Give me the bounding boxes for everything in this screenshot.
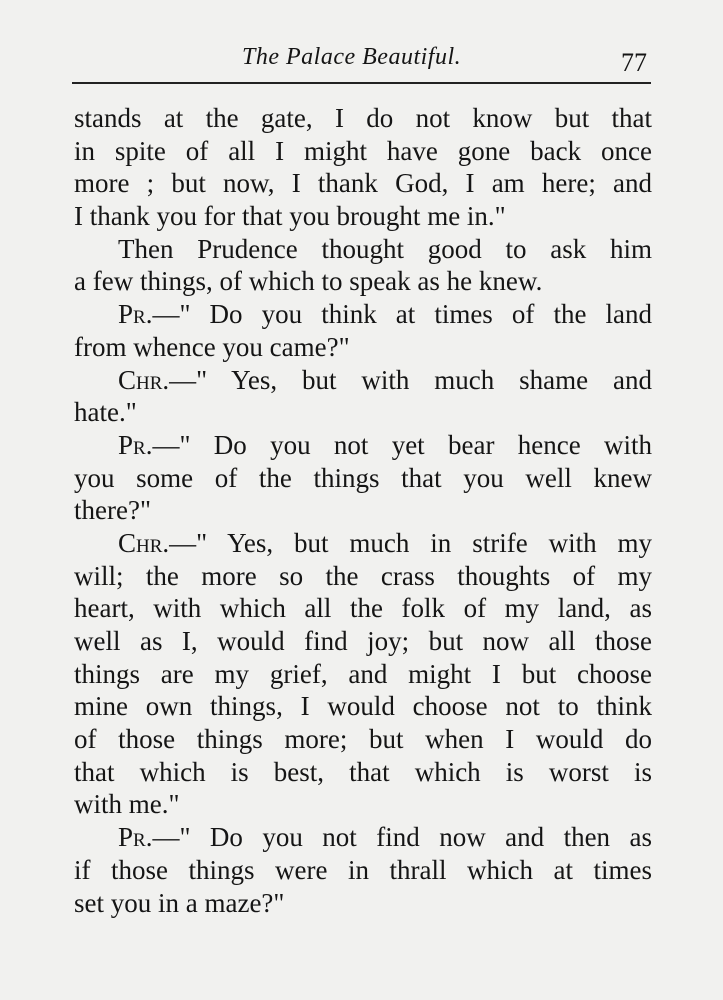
line-text: a few things, of which to speak as he knew. — [74, 266, 543, 297]
text-line — [74, 396, 652, 429]
text-line — [74, 756, 652, 789]
text-line — [74, 331, 652, 364]
line-text: —" Yes, but much in strife with my — [169, 527, 652, 558]
text-line — [74, 102, 652, 135]
text-line — [74, 854, 652, 887]
text-line — [74, 560, 652, 593]
speaker-label: Chr. — [118, 527, 170, 558]
line-text: stands at the gate, I do not know but that — [74, 103, 652, 133]
running-head — [74, 40, 651, 80]
text-line — [74, 723, 652, 756]
text-line — [74, 592, 652, 625]
line-text: in spite of all I might have gone back once — [74, 135, 652, 166]
dialogue-line — [74, 821, 652, 854]
line-text: heart, with which all the folk of my land, as — [74, 593, 652, 624]
speaker-label: Pr. — [118, 299, 153, 330]
line-text: that which is best, that which is worst is — [74, 756, 652, 787]
line-text: with me." — [74, 789, 180, 820]
line-text: —" Do you think at times of the land — [152, 299, 652, 330]
line-text: set you in a maze?" — [74, 887, 285, 918]
line-text: will; the more so the crass thoughts of my — [74, 560, 652, 591]
line-text: —" Yes, but with much shame and — [169, 364, 652, 395]
speaker-label: Chr. — [118, 364, 170, 395]
line-text: there?" — [74, 495, 151, 526]
header-rule — [72, 82, 651, 84]
dialogue-line — [74, 429, 652, 462]
line-text: more ; but now, I thank God, I am here; and — [74, 168, 652, 199]
text-line — [74, 135, 652, 168]
speaker-label: Pr. — [118, 429, 153, 460]
dialogue-line — [74, 527, 652, 560]
line-text: you some of the things that you well knew — [74, 462, 652, 493]
speaker-label: Pr. — [118, 822, 153, 853]
line-text: mine own things, I would choose not to think — [74, 691, 652, 722]
body-text — [74, 102, 652, 919]
line-text: I thank you for that you brought me in." — [74, 201, 506, 232]
text-line — [74, 887, 652, 920]
line-text: of those things more; but when I would do — [74, 724, 652, 755]
line-text: things are my grief, and might I but choose — [74, 658, 652, 689]
line-text: from whence you came?" — [74, 331, 350, 362]
text-line — [74, 167, 652, 200]
text-line — [74, 690, 652, 723]
text-line — [74, 625, 652, 658]
text-line — [74, 494, 652, 527]
text-line — [74, 462, 652, 495]
line-text: —" Do you not find now and then as — [152, 822, 652, 853]
page-number: 77 — [621, 48, 647, 77]
line-text: well as I, would find joy; but now all those — [74, 626, 652, 656]
text-line — [74, 658, 652, 691]
line-text: if those things were in thrall which at times — [74, 854, 652, 885]
text-line — [74, 200, 652, 233]
text-line — [74, 265, 652, 298]
dialogue-line — [74, 364, 652, 397]
line-text: —" Do you not yet bear hence with — [152, 429, 652, 460]
running-title: The Palace Beautiful. — [242, 44, 462, 70]
line-text: hate." — [74, 397, 137, 428]
dialogue-line — [74, 298, 652, 331]
text-line — [74, 233, 652, 266]
text-line — [74, 788, 652, 821]
line-text: Then Prudence thought good to ask him — [118, 233, 652, 264]
